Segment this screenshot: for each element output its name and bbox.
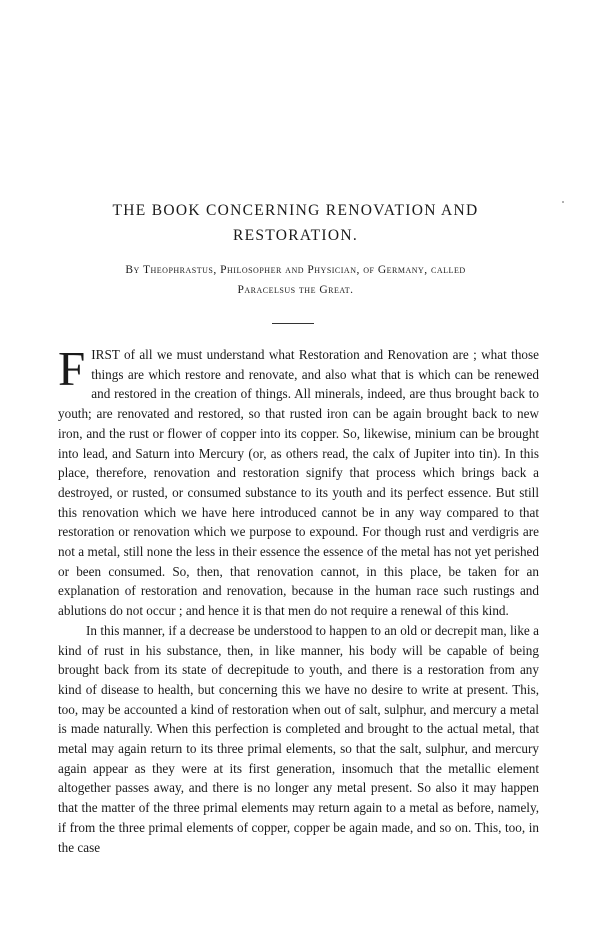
paragraph-2: In this manner, if a decrease be understood to happen to an old or decrepit man, like a kind of rust in his substance, then, in like manner, his body will be capable of being brought back from its state of decrepitude to youth, and there is a restoration from any kind of disease to health, but concerning this we have no desire to write at present. This, too, may be accounted a kind of restoration when out of salt, sulphur, and mercury a metal is made naturally. When this perfection is completed and brought to the actual metal, that metal may again return to its three primal elements, so that the salt, sulphur, and mercury again appear as they were at its first generation, insomuch that the metallic element altogether passes away, and there is no longer any metal present. So also it may happen that the matter of the three primal elements may return again to a metal as before, namely, if from the three primal elements of copper, copper be again made, and so on. This, too, in the case bbox=[58, 622, 539, 855]
body-text bbox=[58, 341, 539, 857]
chapter-title-line-2: RESTORATION. bbox=[232, 227, 359, 244]
chapter-title bbox=[60, 198, 531, 248]
section-divider bbox=[272, 323, 314, 324]
author-byline-line-1: By Theophrastus, Philosopher and Physician, of Germany, called bbox=[125, 264, 466, 276]
paragraph-1 bbox=[58, 341, 539, 621]
author-byline bbox=[60, 260, 531, 300]
drop-cap: F bbox=[58, 341, 86, 396]
paragraph-1-text: IRST of all we must understand what Restoration and Renovation are ; what those things are which restore and renovate, and also what that is which can be renewed and restored in the creation of things. All minerals, indeed, are thus brought back to youth; are renovated and restored, so that rusted iron can be again brought back to new iron, and the rust or flower of copper into its copper. So, likewise, minium can be brought into lead, and Saturn into Mercury (or, as others read, the calx of Jupiter into tin). In this place, therefore, renovation and restoration signify that process which brings back a destroyed, or rusted, or consumed substance to its youth and its perfect essence. But still this renovation which we have here introduced cannot be in any way compared to that restoration or renovation which we purpose to expound. For though rust and verdigris are not a metal, still none the less in their essence the essence of the metal has not yet perished or been consumed. So, then, that renovation cannot, in this place, be taken for an explanation of restoration and renovation, because in the human race such rustings and ablutions do not occur ; and hence it is that men do not require a renewal of this kind. bbox=[58, 347, 539, 619]
margin-mark bbox=[562, 201, 564, 203]
chapter-title-line-1: THE BOOK CONCERNING RENOVATION AND bbox=[112, 202, 479, 219]
author-byline-line-2: Paracelsus the Great. bbox=[237, 284, 354, 296]
